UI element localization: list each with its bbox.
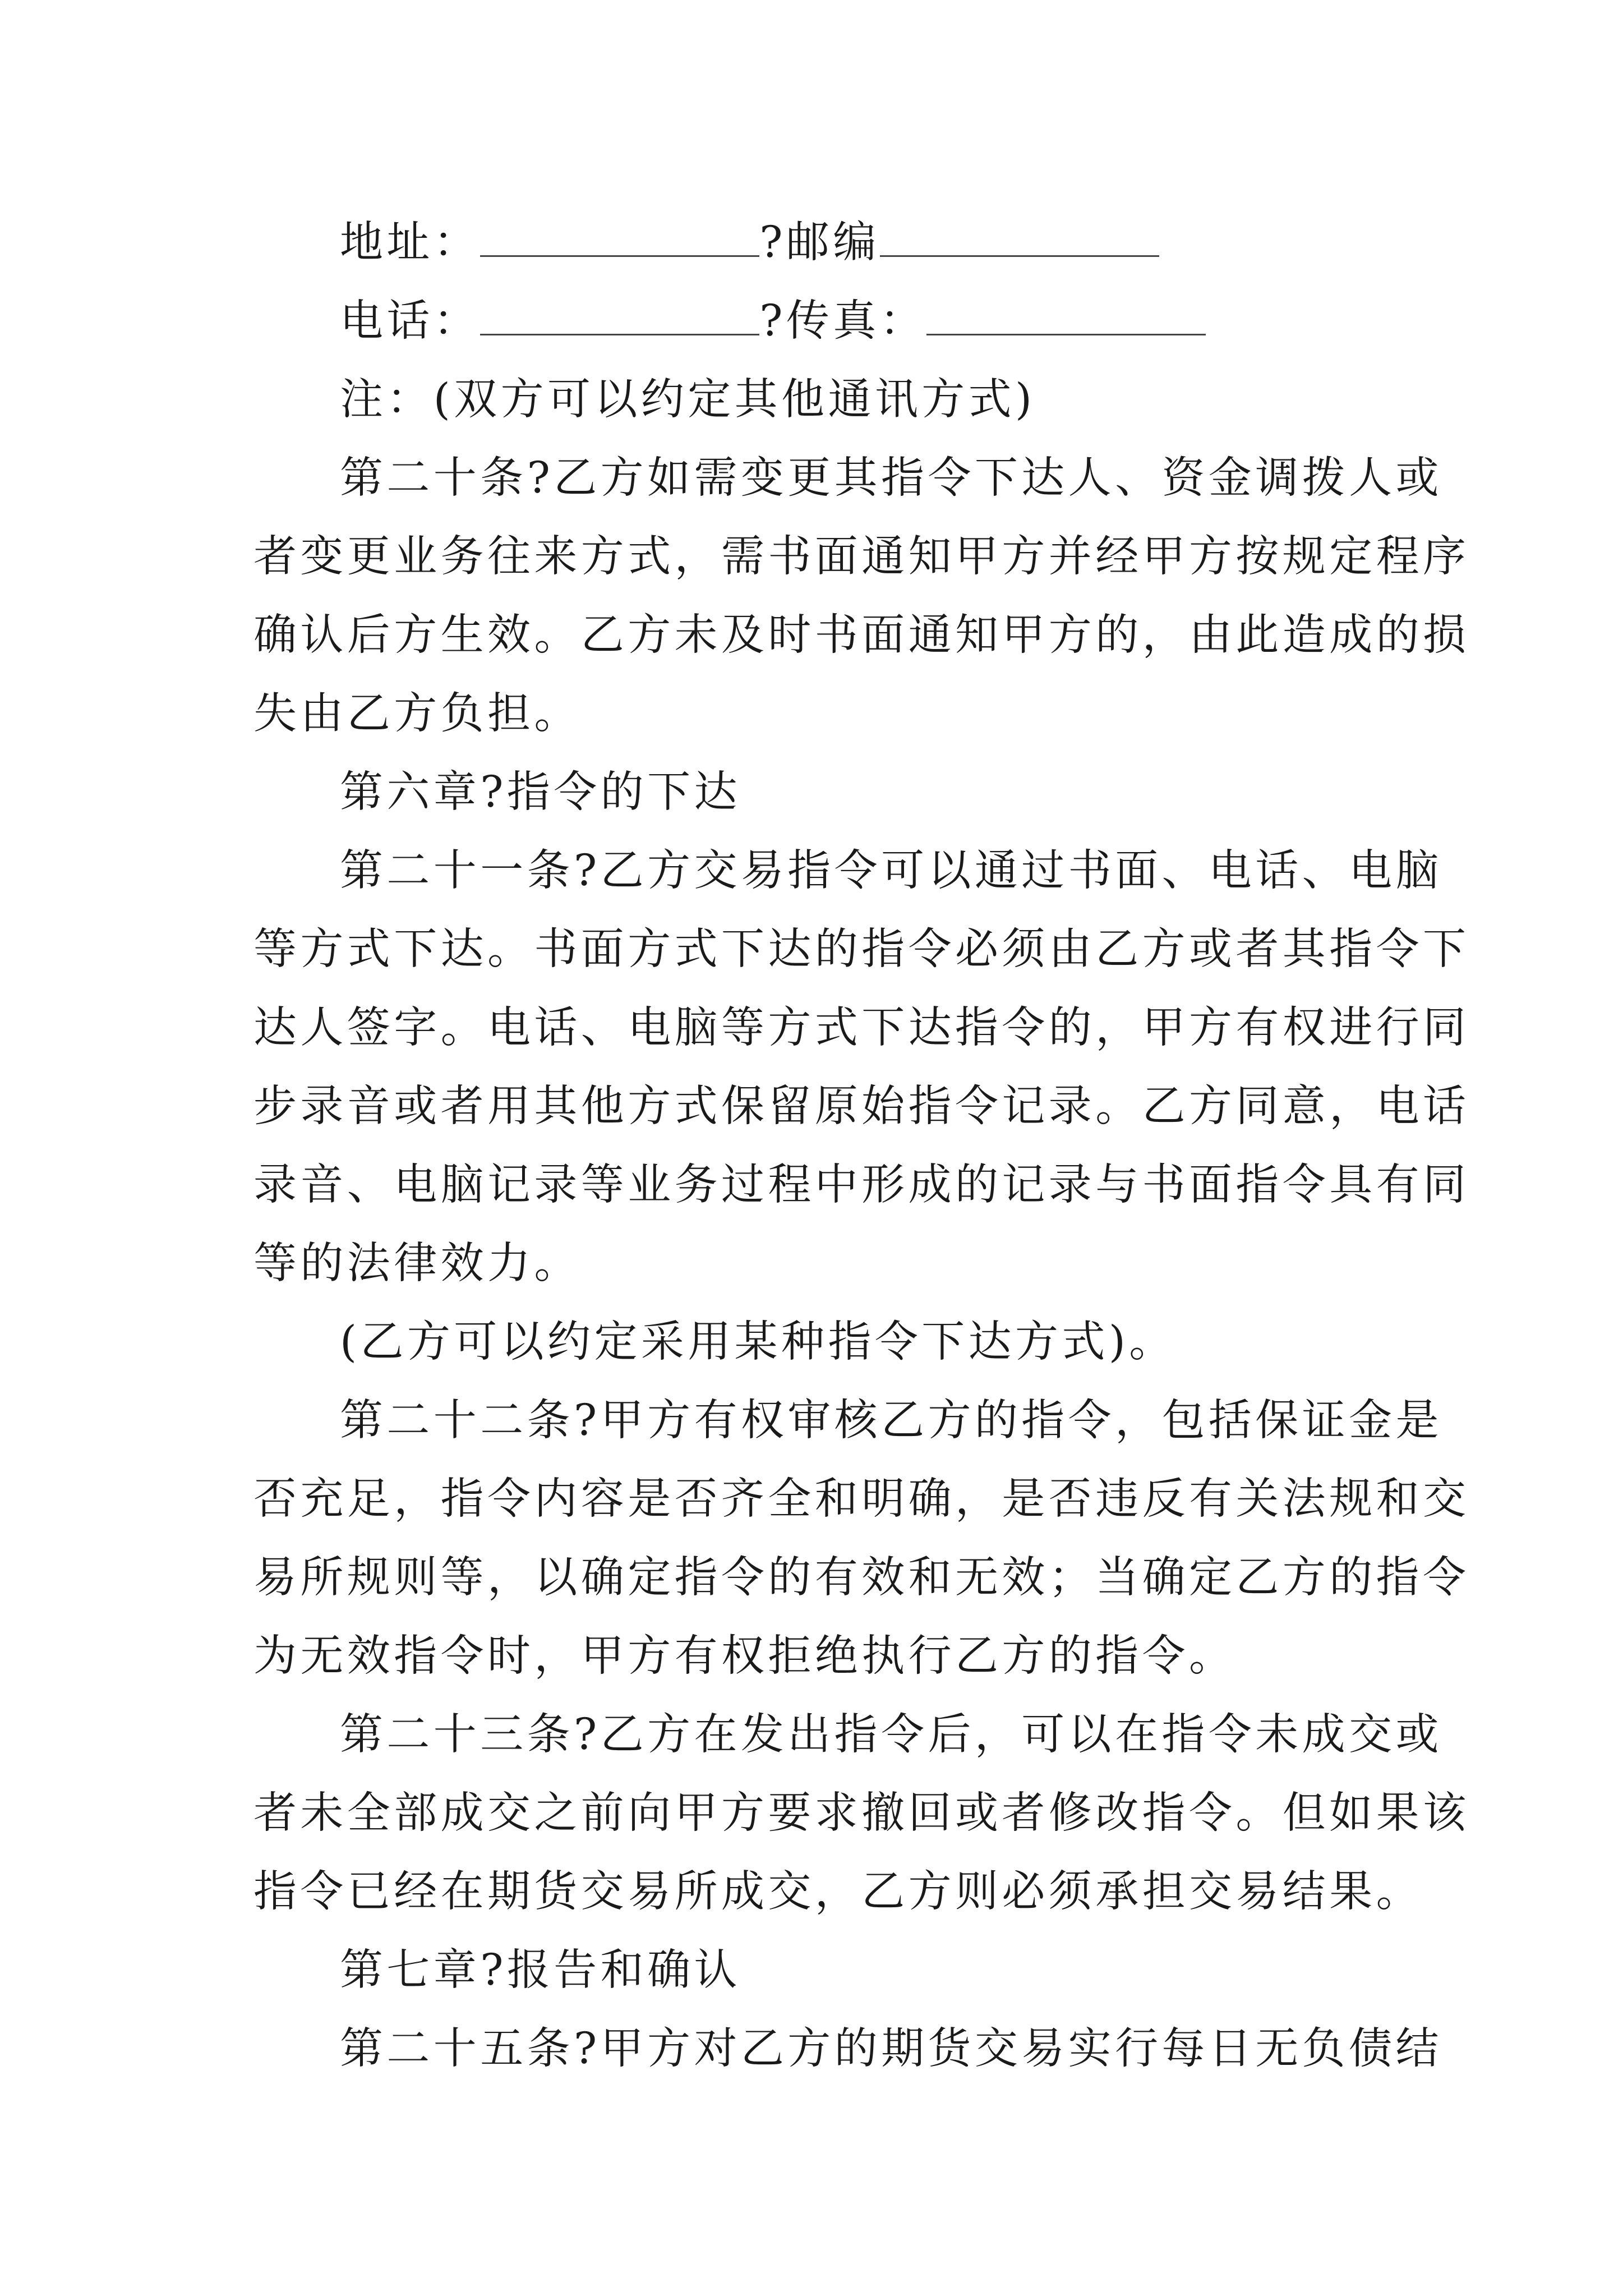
postcode-label: ?邮编 — [759, 218, 880, 268]
paragraph-line: (乙方可以约定采用某种指令下达方式)。 — [340, 1317, 1176, 1367]
paragraph-line: 第二十条?乙方如需变更其指令下达人、资金调拨人或 — [340, 453, 1442, 503]
paragraph-line: 等方式下达。书面方式下达的指令必须由乙方或者其指令下 — [253, 924, 1470, 974]
fax-blank — [926, 297, 1206, 335]
phone-line — [253, 293, 1381, 349]
paragraph-line: 易所规则等，以确定指令的有效和无效；当确定乙方的指令 — [253, 1553, 1470, 1603]
phone-label: 电话： — [340, 296, 481, 346]
paragraph-line: 录音、电脑记录等业务过程中形成的记录与书面指令具有同 — [253, 1160, 1470, 1210]
paragraph-line: 否充足，指令内容是否齐全和明确，是否违反有关法规和交 — [253, 1474, 1470, 1524]
paragraph-line: 第二十五条?甲方对乙方的期货交易实行每日无负债结 — [340, 2024, 1442, 2074]
paragraph-line: 者变更业务往来方式，需书面通知甲方并经甲方按规定程序 — [253, 532, 1470, 582]
paragraph-line: 第二十二条?甲方有权审核乙方的指令，包括保证金是 — [340, 1396, 1442, 1446]
paragraph-line: 为无效指令时，甲方有权拒绝执行乙方的指令。 — [253, 1631, 1236, 1681]
paragraph-line: 者未全部成交之前向甲方要求撤回或者修改指令。但如果该 — [253, 1788, 1470, 1838]
paragraph-line: 等的法律效力。 — [253, 1239, 581, 1289]
chapter-heading: 第六章?指令的下达 — [340, 767, 741, 817]
chapter-heading: 第七章?报告和确认 — [340, 1945, 741, 1995]
note-line: 注：(双方可以约定其他通讯方式) — [340, 375, 1036, 425]
address-line — [253, 215, 1381, 271]
fax-label: ?传真： — [759, 296, 927, 346]
address-label: 地址： — [340, 218, 481, 268]
paragraph-line: 失由乙方负担。 — [253, 689, 581, 739]
paragraph-line: 达人签字。电话、电脑等方式下达指令的，甲方有权进行同 — [253, 1003, 1470, 1053]
postcode-blank — [880, 218, 1159, 257]
paragraph-line: 确认后方生效。乙方未及时书面通知甲方的，由此造成的损 — [253, 610, 1470, 660]
paragraph-line: 指令已经在期货交易所成交，乙方则必须承担交易结果。 — [253, 1867, 1423, 1917]
phone-blank — [480, 297, 759, 335]
address-blank — [480, 218, 759, 257]
paragraph-line: 第二十一条?乙方交易指令可以通过书面、电话、电脑 — [340, 846, 1442, 896]
paragraph-line: 第二十三条?乙方在发出指令后，可以在指令未成交或 — [340, 1710, 1442, 1760]
paragraph-line: 步录音或者用其他方式保留原始指令记录。乙方同意，电话 — [253, 1082, 1470, 1131]
